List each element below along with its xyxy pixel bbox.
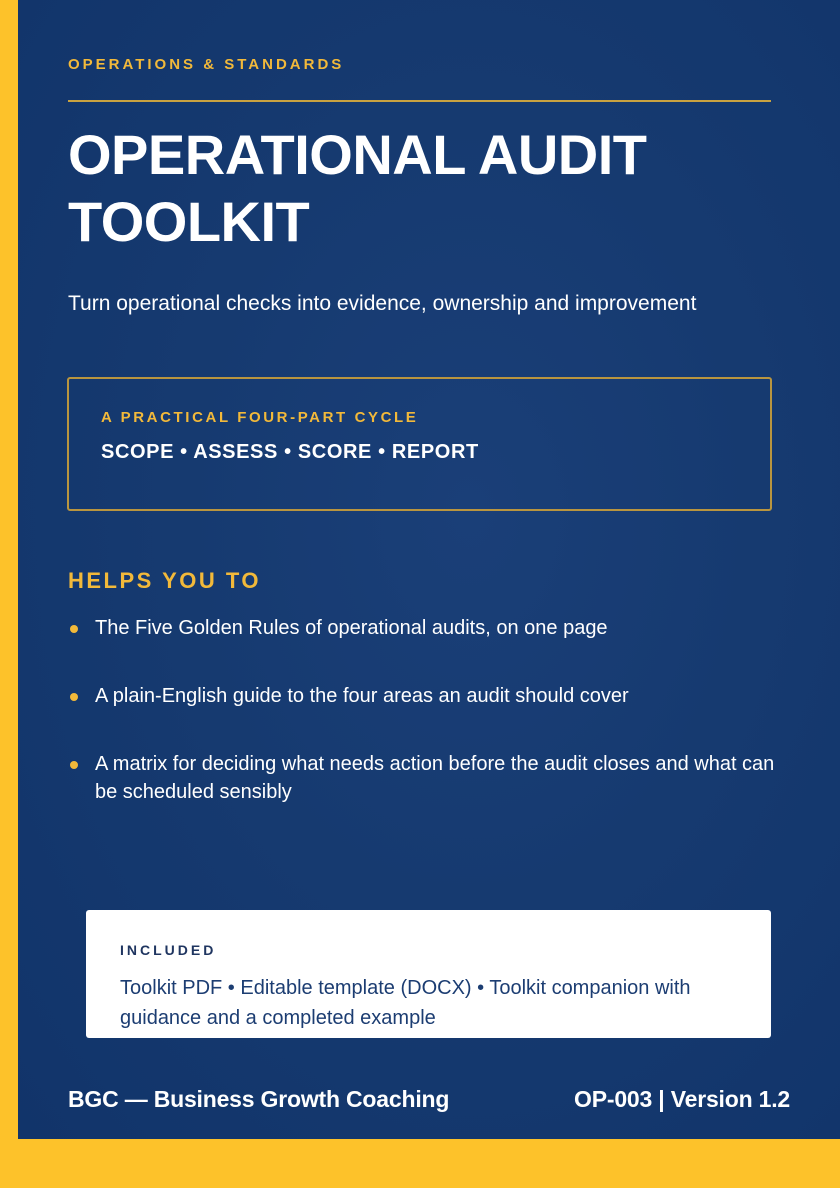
included-text: Toolkit PDF • Editable template (DOCX) • Toolkit companion with guidance and a completed example [120, 977, 691, 1029]
publisher-name: BGC — Business Growth Coaching [68, 1086, 450, 1112]
cycle-steps: SCOPE • ASSESS • SCORE • REPORT [101, 441, 479, 463]
list-item-text: A plain-English guide to the four areas an audit should cover [95, 685, 629, 707]
list-item-text: A matrix for deciding what needs action before the audit closes and what can be scheduled sensibly [95, 753, 775, 803]
document-subtitle: Turn operational checks into evidence, ownership and improvement [68, 292, 697, 315]
category-eyebrow: OPERATIONS & STANDARDS [68, 56, 345, 73]
included-card [86, 910, 771, 1038]
bullet-dot-icon [70, 625, 78, 633]
included-label: INCLUDED [120, 942, 217, 958]
cycle-label: A PRACTICAL FOUR-PART CYCLE [101, 409, 419, 426]
cover-panel [18, 0, 840, 1139]
helps-heading: HELPS YOU TO [68, 568, 262, 593]
header-divider [68, 100, 771, 102]
document-id-version: OP-003 | Version 1.2 [574, 1086, 790, 1112]
list-item-text: The Five Golden Rules of operational audits, on one page [95, 617, 608, 639]
document-title: OPERATIONAL AUDIT TOOLKIT [68, 123, 647, 253]
bullet-dot-icon [70, 693, 78, 701]
cycle-callout [67, 377, 772, 511]
bullet-dot-icon [70, 761, 78, 769]
